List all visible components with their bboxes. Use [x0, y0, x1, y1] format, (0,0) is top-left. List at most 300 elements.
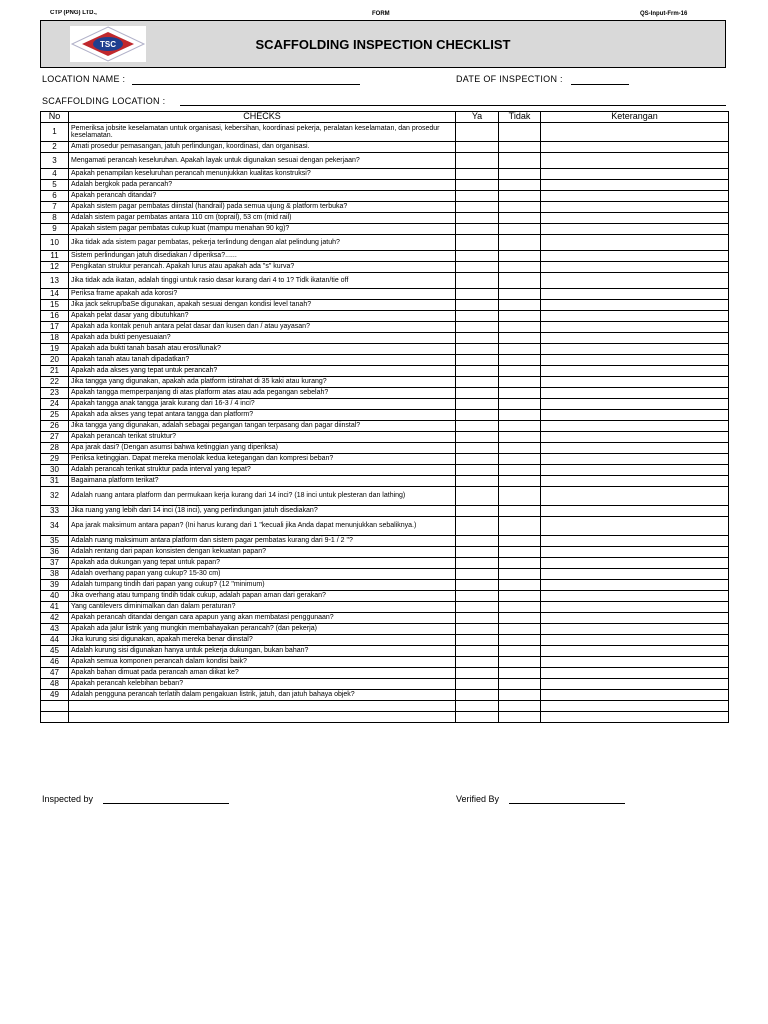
- check-text: Apakah ada kontak penuh antara pelat dasar dan kusen dan / atau yayasan?: [69, 322, 456, 333]
- keterangan-cell[interactable]: [541, 602, 729, 613]
- keterangan-cell[interactable]: [541, 476, 729, 487]
- check-text: Periksa frame apakah ada korosi?: [69, 289, 456, 300]
- keterangan-cell[interactable]: [541, 657, 729, 668]
- keterangan-cell[interactable]: [541, 142, 729, 153]
- table-row: [41, 224, 729, 235]
- table-row: [41, 289, 729, 300]
- keterangan-cell[interactable]: [541, 202, 729, 213]
- column-header-checks: CHECKS: [69, 112, 456, 123]
- ya-cell[interactable]: [456, 142, 499, 153]
- scaffolding-location-field[interactable]: [180, 105, 726, 106]
- keterangan-cell[interactable]: [541, 169, 729, 180]
- row-number: 1: [41, 123, 69, 142]
- tidak-cell[interactable]: [499, 213, 541, 224]
- row-number: [41, 701, 69, 712]
- check-text: Periksa ketinggian. Dapat mereka menolak kedua ketegangan dan kompresi beban?: [69, 454, 456, 465]
- tidak-cell[interactable]: [499, 273, 541, 289]
- ya-cell[interactable]: [456, 333, 499, 344]
- keterangan-cell[interactable]: [541, 421, 729, 432]
- table-row: [41, 443, 729, 454]
- tidak-cell[interactable]: [499, 355, 541, 366]
- keterangan-cell[interactable]: [541, 300, 729, 311]
- keterangan-cell[interactable]: [541, 624, 729, 635]
- table-row: [41, 432, 729, 443]
- column-header-tidak: Tidak: [499, 112, 541, 123]
- ya-cell[interactable]: [456, 153, 499, 169]
- table-row: [41, 355, 729, 366]
- tidak-cell[interactable]: [499, 410, 541, 421]
- ya-cell[interactable]: [456, 465, 499, 476]
- ya-cell[interactable]: [456, 712, 499, 723]
- keterangan-cell[interactable]: [541, 558, 729, 569]
- ya-cell[interactable]: [456, 624, 499, 635]
- tidak-cell[interactable]: [499, 506, 541, 517]
- tidak-cell[interactable]: [499, 322, 541, 333]
- check-text: Jika tidak ada ikatan, adalah tinggi untuk rasio dasar kurang dari 4 to 1? Tidk ikatan/tie off: [69, 273, 456, 289]
- ya-cell[interactable]: [456, 235, 499, 251]
- tidak-cell[interactable]: [499, 690, 541, 701]
- ya-cell[interactable]: [456, 635, 499, 646]
- row-number: 10: [41, 235, 69, 251]
- check-text: Apakah ada akses yang tepat antara tangga dan platform?: [69, 410, 456, 421]
- check-text: [69, 712, 456, 723]
- check-text: Mengamati perancah keseluruhan. Apakah layak untuk digunakan sesuai dengan pekerjaan?: [69, 153, 456, 169]
- ya-cell[interactable]: [456, 602, 499, 613]
- row-number: 36: [41, 547, 69, 558]
- keterangan-cell[interactable]: [541, 536, 729, 547]
- row-number: 39: [41, 580, 69, 591]
- tidak-cell[interactable]: [499, 251, 541, 262]
- keterangan-cell[interactable]: [541, 432, 729, 443]
- ya-cell[interactable]: [456, 432, 499, 443]
- tidak-cell[interactable]: [499, 580, 541, 591]
- row-number: 26: [41, 421, 69, 432]
- check-text: Apa jarak dasi? (Dengan asumsi bahwa ketinggian yang diperiksa): [69, 443, 456, 454]
- check-text: Apakah tangga memperpanjang di atas platform atas atau ada pegangan sebelah?: [69, 388, 456, 399]
- tidak-cell[interactable]: [499, 476, 541, 487]
- row-number: 38: [41, 569, 69, 580]
- table-row: [41, 613, 729, 624]
- ya-cell[interactable]: [456, 311, 499, 322]
- row-number: 5: [41, 180, 69, 191]
- row-number: 17: [41, 322, 69, 333]
- inspected-by-label: Inspected by: [42, 794, 94, 804]
- tidak-cell[interactable]: [499, 169, 541, 180]
- tidak-cell[interactable]: [499, 536, 541, 547]
- keterangan-cell[interactable]: [541, 635, 729, 646]
- row-number: 23: [41, 388, 69, 399]
- tidak-cell[interactable]: [499, 388, 541, 399]
- keterangan-cell[interactable]: [541, 410, 729, 421]
- check-text: Adalah kurung sisi digunakan hanya untuk pekerja dukungan, bukan bahan?: [69, 646, 456, 657]
- tidak-cell[interactable]: [499, 421, 541, 432]
- keterangan-cell[interactable]: [541, 153, 729, 169]
- check-text: Adalah bergkok pada perancah?: [69, 180, 456, 191]
- table-row: [41, 388, 729, 399]
- check-text: Jika ruang yang lebih dari 14 inci (18 inci), yang perlindungan jatuh disediakan?: [69, 506, 456, 517]
- check-text: Pengikatan struktur perancah. Apakah lurus atau apakah ada "s" kurva?: [69, 262, 456, 273]
- table-row: [41, 712, 729, 723]
- verified-by-label: Verified By: [456, 794, 500, 804]
- scaffolding-location-label: SCAFFOLDING LOCATION :: [42, 96, 166, 106]
- row-number: 22: [41, 377, 69, 388]
- ya-cell[interactable]: [456, 476, 499, 487]
- row-number: 46: [41, 657, 69, 668]
- check-text: Adalah tumpang tindih dari papan yang cukup? (12 "minimum): [69, 580, 456, 591]
- ya-cell[interactable]: [456, 388, 499, 399]
- keterangan-cell[interactable]: [541, 399, 729, 410]
- keterangan-cell[interactable]: [541, 580, 729, 591]
- ya-cell[interactable]: [456, 569, 499, 580]
- tidak-cell[interactable]: [499, 153, 541, 169]
- keterangan-cell[interactable]: [541, 517, 729, 536]
- keterangan-cell[interactable]: [541, 273, 729, 289]
- tidak-cell[interactable]: [499, 635, 541, 646]
- keterangan-cell[interactable]: [541, 487, 729, 506]
- check-text: Jika tidak ada sistem pagar pembatas, pekerja terlindung dengan alat pelindung jatuh?: [69, 235, 456, 251]
- keterangan-cell[interactable]: [541, 465, 729, 476]
- table-row: [41, 262, 729, 273]
- check-text: Yang cantilevers diminimalkan dan dalam peraturan?: [69, 602, 456, 613]
- check-text: Jika tangga yang digunakan, apakah ada platform istirahat di 35 kaki atau kurang?: [69, 377, 456, 388]
- check-text: Adalah sistem pagar pembatas antara 110 cm (toprail), 53 cm (mid rail): [69, 213, 456, 224]
- check-text: Apakah ada jalur listrik yang mungkin membahayakan perancah? (dan pekerja): [69, 624, 456, 635]
- location-name-field[interactable]: [132, 84, 360, 85]
- row-number: 20: [41, 355, 69, 366]
- keterangan-cell[interactable]: [541, 690, 729, 701]
- tidak-cell[interactable]: [499, 123, 541, 142]
- ya-cell[interactable]: [456, 679, 499, 690]
- row-number: 7: [41, 202, 69, 213]
- keterangan-cell[interactable]: [541, 344, 729, 355]
- check-text: Apa jarak maksimum antara papan? (Ini harus kurang dari 1 "kecuali jika Anda dapat menunjukkan sebaliknya.): [69, 517, 456, 536]
- table-row: [41, 123, 729, 142]
- table-row: [41, 506, 729, 517]
- tidak-cell[interactable]: [499, 443, 541, 454]
- tidak-cell[interactable]: [499, 657, 541, 668]
- tidak-cell[interactable]: [499, 668, 541, 679]
- check-text: [69, 701, 456, 712]
- keterangan-cell[interactable]: [541, 388, 729, 399]
- table-row: [41, 701, 729, 712]
- keterangan-cell[interactable]: [541, 355, 729, 366]
- ya-cell[interactable]: [456, 123, 499, 142]
- check-text: Apakah perancah ditandai dengan cara apapun yang akan membatasi penggunaan?: [69, 613, 456, 624]
- row-number: 27: [41, 432, 69, 443]
- ya-cell[interactable]: [456, 251, 499, 262]
- ya-cell[interactable]: [456, 443, 499, 454]
- check-text: Adalah pengguna perancah terlatih dalam pengakuan listrik, jatuh, dan jatuh bahaya objek?: [69, 690, 456, 701]
- table-row: [41, 142, 729, 153]
- tidak-cell[interactable]: [499, 602, 541, 613]
- table-row: [41, 476, 729, 487]
- ya-cell[interactable]: [456, 701, 499, 712]
- ya-cell[interactable]: [456, 377, 499, 388]
- keterangan-cell[interactable]: [541, 251, 729, 262]
- table-row: [41, 679, 729, 690]
- verified-by-field[interactable]: [509, 803, 625, 804]
- ya-cell[interactable]: [456, 506, 499, 517]
- table-row: [41, 169, 729, 180]
- ya-cell[interactable]: [456, 399, 499, 410]
- document-title: SCAFFOLDING INSPECTION CHECKLIST: [255, 37, 511, 52]
- table-row: [41, 668, 729, 679]
- tidak-cell[interactable]: [499, 712, 541, 723]
- row-number: [41, 712, 69, 723]
- table-row: [41, 251, 729, 262]
- tidak-cell[interactable]: [499, 366, 541, 377]
- row-number: 21: [41, 366, 69, 377]
- date-of-inspection-field[interactable]: [571, 84, 629, 85]
- check-text: Apakah ada bukti tanah basah atau erosi/lunak?: [69, 344, 456, 355]
- row-number: 34: [41, 517, 69, 536]
- keterangan-cell[interactable]: [541, 569, 729, 580]
- keterangan-cell[interactable]: [541, 333, 729, 344]
- ya-cell[interactable]: [456, 191, 499, 202]
- keterangan-cell[interactable]: [541, 506, 729, 517]
- keterangan-cell[interactable]: [541, 454, 729, 465]
- check-text: Adalah ruang antara platform dan permukaan kerja kurang dari 14 inci? (18 inci untuk plesteran dan lathing): [69, 487, 456, 506]
- table-row: [41, 377, 729, 388]
- table-row: [41, 635, 729, 646]
- tidak-cell[interactable]: [499, 142, 541, 153]
- keterangan-cell[interactable]: [541, 289, 729, 300]
- ya-cell[interactable]: [456, 690, 499, 701]
- tidak-cell[interactable]: [499, 465, 541, 476]
- check-text: Amati prosedur pemasangan, jatuh perlindungan, koordinasi, dan organisasi.: [69, 142, 456, 153]
- tidak-cell[interactable]: [499, 558, 541, 569]
- keterangan-cell[interactable]: [541, 322, 729, 333]
- ya-cell[interactable]: [456, 202, 499, 213]
- check-text: Bagaimana platform terikat?: [69, 476, 456, 487]
- ya-cell[interactable]: [456, 580, 499, 591]
- tidak-cell[interactable]: [499, 487, 541, 506]
- tidak-cell[interactable]: [499, 591, 541, 602]
- ya-cell[interactable]: [456, 646, 499, 657]
- ya-cell[interactable]: [456, 213, 499, 224]
- tidak-cell[interactable]: [499, 432, 541, 443]
- row-number: 37: [41, 558, 69, 569]
- form-code: QS-Input-Frm-16: [640, 11, 688, 17]
- table-row: [41, 465, 729, 476]
- check-text: Apakah tanah atau tanah dipadatkan?: [69, 355, 456, 366]
- tidak-cell[interactable]: [499, 613, 541, 624]
- table-row: [41, 180, 729, 191]
- tidak-cell[interactable]: [499, 569, 541, 580]
- keterangan-cell[interactable]: [541, 235, 729, 251]
- row-number: 35: [41, 536, 69, 547]
- ya-cell[interactable]: [456, 591, 499, 602]
- row-number: 31: [41, 476, 69, 487]
- inspected-by-field[interactable]: [103, 803, 229, 804]
- tidak-cell[interactable]: [499, 701, 541, 712]
- table-row: [41, 202, 729, 213]
- keterangan-cell[interactable]: [541, 668, 729, 679]
- check-text: Jika jack sekrup/baSe digunakan, apakah sesuai dengan kondisi level tanah?: [69, 300, 456, 311]
- tidak-cell[interactable]: [499, 344, 541, 355]
- table-row: [41, 333, 729, 344]
- tidak-cell[interactable]: [499, 377, 541, 388]
- ya-cell[interactable]: [456, 517, 499, 536]
- ya-cell[interactable]: [456, 273, 499, 289]
- check-text: Jika kurung sisi digunakan, apakah mereka benar diinstal?: [69, 635, 456, 646]
- tidak-cell[interactable]: [499, 289, 541, 300]
- table-row: [41, 624, 729, 635]
- check-text: Apakah bahan dimuat pada perancah aman diikat ke?: [69, 668, 456, 679]
- row-number: 18: [41, 333, 69, 344]
- row-number: 28: [41, 443, 69, 454]
- keterangan-cell[interactable]: [541, 123, 729, 142]
- check-text: Apakah penampilan keseluruhan perancah menunjukkan kualitas konstruksi?: [69, 169, 456, 180]
- ya-cell[interactable]: [456, 536, 499, 547]
- row-number: 2: [41, 142, 69, 153]
- check-text: Adalah overhang papan yang cukup? 15-30 cm): [69, 569, 456, 580]
- row-number: 8: [41, 213, 69, 224]
- tidak-cell[interactable]: [499, 235, 541, 251]
- table-row: [41, 536, 729, 547]
- tidak-cell[interactable]: [499, 333, 541, 344]
- keterangan-cell[interactable]: [541, 191, 729, 202]
- ya-cell[interactable]: [456, 180, 499, 191]
- keterangan-cell[interactable]: [541, 646, 729, 657]
- tidak-cell[interactable]: [499, 300, 541, 311]
- row-number: 12: [41, 262, 69, 273]
- row-number: 13: [41, 273, 69, 289]
- check-text: Apakah semua komponen perancah dalam kondisi baik?: [69, 657, 456, 668]
- table-row: [41, 454, 729, 465]
- check-text: Apakah sistem pagar pembatas cukup kuat (mampu menahan 90 kg)?: [69, 224, 456, 235]
- row-number: 11: [41, 251, 69, 262]
- table-row: [41, 322, 729, 333]
- check-text: Jika tangga yang digunakan, adalah sebagai pegangan tangan terpasang dan pagar diinstal?: [69, 421, 456, 432]
- check-text: Apakah ada dukungan yang tepat untuk papan?: [69, 558, 456, 569]
- table-row: [41, 690, 729, 701]
- ya-cell[interactable]: [456, 454, 499, 465]
- column-header-no: No: [41, 112, 69, 123]
- form-label: FORM: [372, 11, 390, 17]
- table-row: [41, 235, 729, 251]
- keterangan-cell[interactable]: [541, 262, 729, 273]
- ya-cell[interactable]: [456, 355, 499, 366]
- keterangan-cell[interactable]: [541, 712, 729, 723]
- table-row: [41, 569, 729, 580]
- table-row: [41, 591, 729, 602]
- row-number: 29: [41, 454, 69, 465]
- keterangan-cell[interactable]: [541, 613, 729, 624]
- keterangan-cell[interactable]: [541, 591, 729, 602]
- ya-cell[interactable]: [456, 366, 499, 377]
- date-of-inspection-label: DATE OF INSPECTION :: [456, 74, 563, 84]
- ya-cell[interactable]: [456, 224, 499, 235]
- table-row: [41, 517, 729, 536]
- ya-cell[interactable]: [456, 558, 499, 569]
- table-row: [41, 646, 729, 657]
- check-text: Apakah ada bukti penyesuaian?: [69, 333, 456, 344]
- ya-cell[interactable]: [456, 300, 499, 311]
- tidak-cell[interactable]: [499, 399, 541, 410]
- keterangan-cell[interactable]: [541, 180, 729, 191]
- check-text: Apakah sistem pagar pembatas diinstal (handrail) pada semua ujung & platform terbuka?: [69, 202, 456, 213]
- table-row: [41, 153, 729, 169]
- check-text: Jika overhang atau tumpang tindih tidak cukup, adalah papan aman dari gerakan?: [69, 591, 456, 602]
- table-row: [41, 580, 729, 591]
- table-row: [41, 657, 729, 668]
- table-row: [41, 311, 729, 322]
- logo-text: TSC: [100, 40, 116, 49]
- table-row: [41, 547, 729, 558]
- ya-cell[interactable]: [456, 613, 499, 624]
- ya-cell[interactable]: [456, 322, 499, 333]
- ya-cell[interactable]: [456, 487, 499, 506]
- check-text: Apakah ada akses yang tepat untuk perancah?: [69, 366, 456, 377]
- ya-cell[interactable]: [456, 289, 499, 300]
- keterangan-cell[interactable]: [541, 443, 729, 454]
- table-row: [41, 366, 729, 377]
- ya-cell[interactable]: [456, 657, 499, 668]
- row-number: 9: [41, 224, 69, 235]
- tidak-cell[interactable]: [499, 547, 541, 558]
- table-row: [41, 558, 729, 569]
- keterangan-cell[interactable]: [541, 224, 729, 235]
- table-row: [41, 410, 729, 421]
- keterangan-cell[interactable]: [541, 701, 729, 712]
- tidak-cell[interactable]: [499, 202, 541, 213]
- row-number: 14: [41, 289, 69, 300]
- row-number: 24: [41, 399, 69, 410]
- check-text: Pemeriksa jobsite keselamatan untuk organisasi, kebersihan, koordinasi pekerja, peralatan keselamatan, dan prosedur keselamatan.: [69, 123, 456, 142]
- ya-cell[interactable]: [456, 547, 499, 558]
- row-number: 16: [41, 311, 69, 322]
- keterangan-cell[interactable]: [541, 366, 729, 377]
- row-number: 19: [41, 344, 69, 355]
- tidak-cell[interactable]: [499, 180, 541, 191]
- tidak-cell[interactable]: [499, 224, 541, 235]
- ya-cell[interactable]: [456, 344, 499, 355]
- tidak-cell[interactable]: [499, 646, 541, 657]
- table-row: [41, 344, 729, 355]
- tidak-cell[interactable]: [499, 517, 541, 536]
- check-text: Apakah pelat dasar yang dibutuhkan?: [69, 311, 456, 322]
- ya-cell[interactable]: [456, 169, 499, 180]
- check-text: Apakah perancah ditandai?: [69, 191, 456, 202]
- row-number: 42: [41, 613, 69, 624]
- row-number: 49: [41, 690, 69, 701]
- row-number: 30: [41, 465, 69, 476]
- tidak-cell[interactable]: [499, 191, 541, 202]
- tidak-cell[interactable]: [499, 454, 541, 465]
- ya-cell[interactable]: [456, 410, 499, 421]
- row-number: 33: [41, 506, 69, 517]
- keterangan-cell[interactable]: [541, 311, 729, 322]
- ya-cell[interactable]: [456, 262, 499, 273]
- tidak-cell[interactable]: [499, 679, 541, 690]
- keterangan-cell[interactable]: [541, 679, 729, 690]
- check-text: Adalah rentang dari papan konsisten dengan kekuatan papan?: [69, 547, 456, 558]
- row-number: 47: [41, 668, 69, 679]
- table-body: [41, 123, 729, 723]
- keterangan-cell[interactable]: [541, 377, 729, 388]
- tidak-cell[interactable]: [499, 262, 541, 273]
- tidak-cell[interactable]: [499, 624, 541, 635]
- ya-cell[interactable]: [456, 668, 499, 679]
- check-text: Adalah ruang maksimum antara platform dan sistem pagar pembatas kurang dari 9-1 / 2 "?: [69, 536, 456, 547]
- tidak-cell[interactable]: [499, 311, 541, 322]
- keterangan-cell[interactable]: [541, 547, 729, 558]
- ya-cell[interactable]: [456, 421, 499, 432]
- check-text: Sistem perlindungan jatuh disediakan / diperiksa?......: [69, 251, 456, 262]
- keterangan-cell[interactable]: [541, 213, 729, 224]
- row-number: 40: [41, 591, 69, 602]
